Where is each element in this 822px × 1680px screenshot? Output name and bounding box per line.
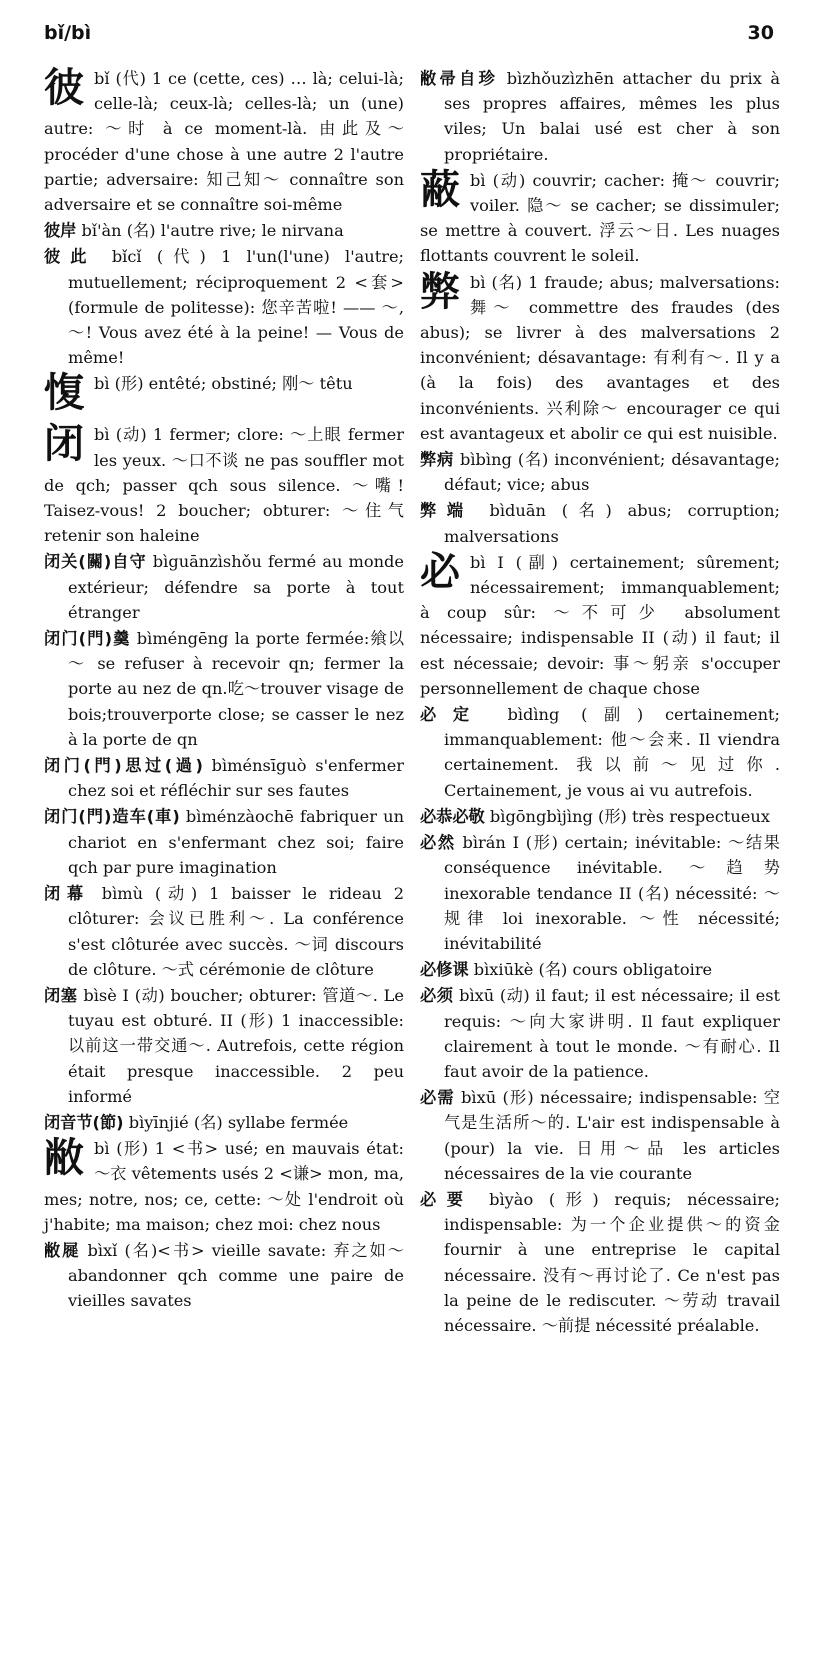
compound-entry [420,830,780,956]
compound-entry [420,804,780,829]
main-entry [44,1136,404,1237]
entry-headword: 闭塞 [44,985,78,1005]
compound-entry [420,983,780,1084]
entry-headword: 闭关(關)自守 [44,552,147,572]
entry-definition: bìbìng (名) inconvénient; désavantage; défaut; vice; abus [444,450,780,495]
entry-definition: bìxǐ (名)<书> vieille savate: 弃之如～ abandonner qch comme une paire de vieilles savates [68,1240,404,1311]
entry-headword: 闭门(門)思过(過) [44,756,203,776]
entry-headword: 闭门(門)造车(車) [44,807,180,827]
compound-entry [44,218,404,243]
entry-headword: 彼岸 [44,221,77,241]
entry-headword: 必要 [420,1189,474,1209]
entry-definition: bìménsīguò s'enfermer chez soi et réfléchir sur ses fautes [68,756,405,801]
entry-character: 必 [420,548,460,595]
compound-entry [44,626,404,752]
compound-entry [44,1238,404,1314]
entry-definition: bìménzàochē fabriquer un chariot en s'enfermant chez soi; faire qch par pure imagination [68,807,404,877]
entry-definition: bìyào (形) requis; nécessaire; indispensable: 为一个企业提供～的资金 fournir à une entreprise le capital nécessaire. 没有～再讨论了. Ce n'est pas la peine de le rediscuter. ～劳动 travail nécessaire. ～前提 nécessité préalable. [444,1189,781,1335]
compound-entry [420,498,780,548]
compound-entry [420,1085,780,1186]
main-entry [420,270,780,446]
page-number: 30 [747,22,774,44]
entry-character: 闭 [44,421,84,468]
entry-definition: bìmù (动) 1 baisser le rideau 2 clôturer: 会议已胜利～. La conférence s'est clôturée avec succès. ～词 discours de clôture. ～式 cérémonie de clôture [68,884,405,979]
entry-character: 愎 [44,370,84,417]
entry-definition: bìzhǒuzìzhēn attacher du prix à ses propres affaires, mêmes les plus viles; Un balai usé est cher à son propriétaire. [444,69,781,164]
entry-definition: bì (名) 1 fraude; abus; malversations: 舞～ commettre des fraudes (des abus); se livrer à des malversations 2 inconvénient; désavantage: 有利有～. Il y a (à la fois) des avantages et des inconvénients. 兴利除～ encourager ce qui est avantageux et abolir ce qui est nuisible. [420,272,780,443]
compound-entry [44,244,404,370]
compound-entry [44,881,404,982]
entry-definition: bì I (副) certainement; sûrement; nécessairement; immanquablement; à coup sûr: ～不可少 absolument nécessaire; indispensable II (动) il faut; il est nécessaie; devoir: 事～躬亲 s'occuper personnellement de chaque chose [420,552,780,698]
entry-headword: 闭门(門)羹 [44,629,131,649]
entry-headword: 敝帚自珍 [420,69,499,88]
compound-entry [44,1110,404,1135]
entry-definition: bǐ'àn (名) l'autre rive; le nirvana [81,221,344,241]
entry-headword: 敝屣 [44,1240,81,1260]
left-column [44,66,404,1315]
entry-definition: bìduān (名) abus; corruption; malversations [444,501,781,546]
entry-headword: 闭音节(節) [44,1112,124,1132]
entry-definition: bìméngēng la porte fermée:飨以～ se refuser à recevoir qn; fermer la porte au nez de qn.吃～trouver visage de bois;trouverporte close; se casser le nez à la porte de qn [68,629,405,749]
running-head: bǐ/bì [44,22,92,44]
entry-definition: bìsè I (动) boucher; obturer: 管道～. Le tuyau est obturé. II (形) 1 inaccessible: 以前这一带交通～. Autrefois, cette région était presque inaccessible. 2 peu informé [68,985,404,1106]
entry-character: 蔽 [420,166,460,213]
entry-headword: 必须 [420,986,454,1006]
compound-entry [420,447,780,497]
main-entry [420,168,780,269]
compound-entry [420,957,780,982]
entry-headword: 彼此 [44,247,97,267]
entry-definition: bìxū (形) nécessaire; indispensable: 空气是生活所～的. L'air est indispensable à (pour) la vie. 日用～品 les articles nécessaires de la vie courante [444,1088,780,1183]
entry-character: 弊 [420,268,460,315]
entry-definition: bǐcǐ (代) 1 l'un(l'une) l'autre; mutuellement; réciproquement 2 <套>(formule de politesse): 您辛苦啦! —— ～, ～! Vous avez été à la peine! — Vous de même! [68,247,404,368]
main-entry [44,422,404,548]
entry-headword: 必需 [420,1088,455,1108]
entry-definition: bìguānzìshǒu fermé au monde extérieur; défendre sa porte à tout étranger [68,552,404,622]
main-entry [44,66,404,217]
entry-character: 敝 [44,1135,84,1182]
entry-definition: bǐ (代) 1 ce (cette, ces) … là; celui-là; celle-là; ceux-là; celles-là; un (une) autre: ～时 à ce moment-là. 由此及～ procéder d'une chose à une autre 2 l'autre partie; adversaire: 知己知～ connaître son adversaire et se connaître soi-même [44,69,404,215]
compound-entry [44,549,404,625]
entry-headword: 必然 [420,833,456,853]
entry-headword: 必恭必敬 [420,806,485,826]
entry-headword: 必定 [420,705,486,725]
page-header [44,22,774,52]
entry-definition: bì (形) 1 <书> usé; en mauvais état: ～衣 vêtements usés 2 <谦> mon, ma, mes; notre, nos; ce, cette: ～处 l'endroit où j'habite; ma maison; chez moi: chez nous [44,1139,404,1234]
entry-headword: 必修课 [420,960,469,980]
entry-definition: bìrán I (形) certain; inévitable: ～结果 conséquence inévitable. ～趋势 inexorable tendance II (名) nécessité: ～规律 loi inexorable. ～性 nécessité; inévitabilité [444,833,780,953]
entry-definition: bì (动) 1 fermer; clore: ～上眼 fermer les yeux. ～口不谈 ne pas souffler mot de qch; passer qch sous silence. ～嘴! Taisez-vous! 2 boucher; obturer: ～住气 retenir son haleine [44,425,404,546]
compound-entry [420,702,780,803]
compound-entry [44,753,404,803]
entry-definition: bìyīnjié (名) syllabe fermée [128,1112,349,1132]
entry-definition: bìdìng (副) certainement; immanquablement: 他～会来. Il viendra certainement. 我以前～见过你. Certainement, je vous ai vu autrefois. [444,705,781,800]
right-column [420,66,780,1339]
entry-definition: bì (动) couvrir; cacher: 掩～ couvrir; voiler. 隐～ se cacher; se dissimuler; se mettre à couvert. 浮云～日. Les nuages flottants couvrent le soleil. [420,170,780,266]
compound-entry [44,983,404,1109]
entry-definition: bìxiūkè (名) cours obligatoire [473,960,713,980]
entry-definition: bìgōngbìjìng (形) très respectueux [489,806,770,826]
entry-headword: 弊端 [420,501,474,521]
main-entry [44,371,404,421]
entry-definition: bìxū (动) il faut; il est nécessaire; il est requis: ～向大家讲明. Il faut expliquer clairement à tout le monde. ～有耐心. Il faut avoir de la patience. [444,986,781,1081]
entry-character: 彼 [44,65,84,111]
compound-entry [420,66,780,167]
entry-headword: 闭幕 [44,884,90,904]
entry-headword: 弊病 [420,450,455,470]
main-entry [420,550,780,701]
compound-entry [44,804,404,880]
compound-entry [420,1187,780,1338]
entry-definition: bì (形) entêté; obstiné; 刚～ têtu [94,374,353,394]
